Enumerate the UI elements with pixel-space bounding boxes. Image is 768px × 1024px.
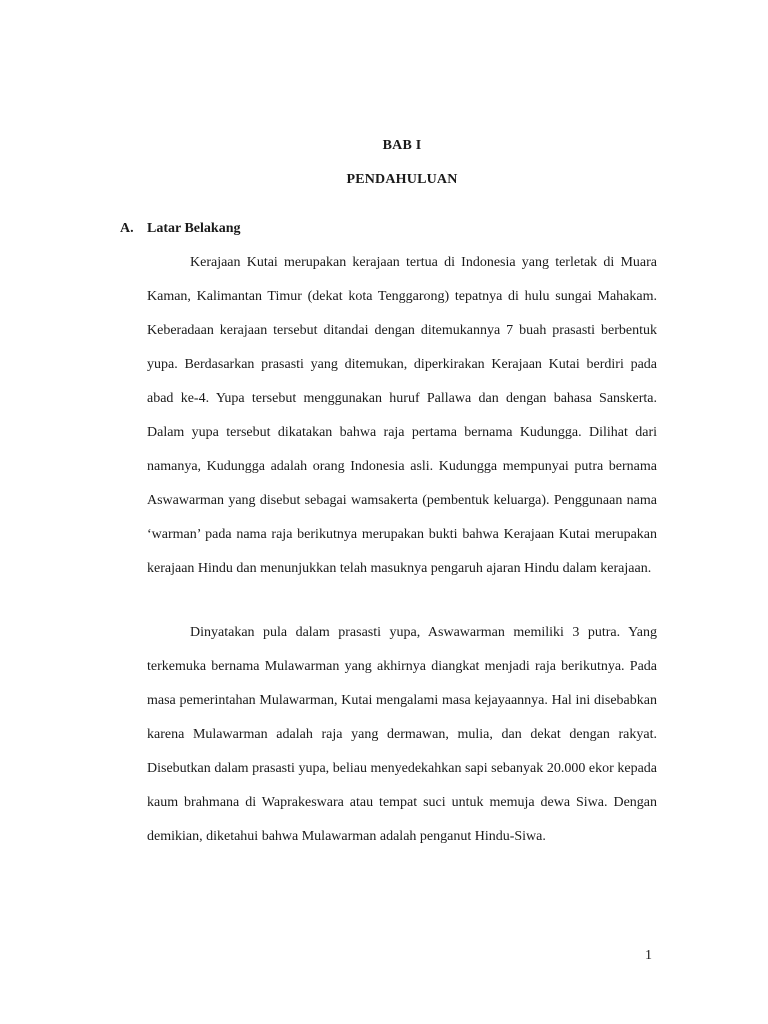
paragraph-2: Dinyatakan pula dalam prasasti yupa, Aswawarman memiliki 3 putra. Yang terkemuka bernama Mulawarman yang akhirnya diangkat menjadi raja berikutnya. Pada masa pemerintahan Mulawarman, Kutai mengalami masa kejayaannya. Hal ini disebabkan karena Mulawarman adalah raja yang dermawan, mulia, dan dekat dengan rakyat. Disebutkan dalam prasasti yupa, beliau menyedekahkan sapi sebanyak 20.000 ekor kepada kaum brahmana di Waprakeswara atau tempat suci untuk memuja dewa Siwa. Dengan demikian, diketahui bahwa Mulawarman adalah penganut Hindu-Siwa. xyxy=(147,625,657,844)
section-heading xyxy=(120,221,240,237)
chapter-number: BAB I xyxy=(382,138,422,153)
section-title: Latar Belakang xyxy=(147,221,241,236)
section-letter: A. xyxy=(120,221,134,236)
page-number: 1 xyxy=(645,948,652,963)
paragraph-1: Kerajaan Kutai merupakan kerajaan tertua di Indonesia yang terletak di Muara Kaman, Kalimantan Timur (dekat kota Tenggarong) tepatnya di hulu sungai Mahakam. Keberadaan kerajaan tersebut ditandai dengan ditemukannya 7 buah prasasti berbentuk yupa. Berdasarkan prasasti yang ditemukan, diperkirakan Kerajaan Kutai berdiri pada abad ke-4. Yupa tersebut menggunakan huruf Pallawa dan dengan bahasa Sanskerta. Dalam yupa tersebut dikatakan bahwa raja pertama bernama Kudungga. Dilihat dari namanya, Kudungga adalah orang Indonesia asli. Kudungga mempunyai putra bernama Aswawarman yang disebut sebagai wamsakerta (pembentuk keluarga). Penggunaan nama ‘warman’ pada nama raja berikutnya merupakan bukti bahwa Kerajaan Kutai merupakan kerajaan Hindu dan menunjukkan telah masuknya pengaruh ajaran Hindu dalam kerajaan. xyxy=(147,255,657,576)
chapter-title: PENDAHULUAN xyxy=(346,172,458,187)
